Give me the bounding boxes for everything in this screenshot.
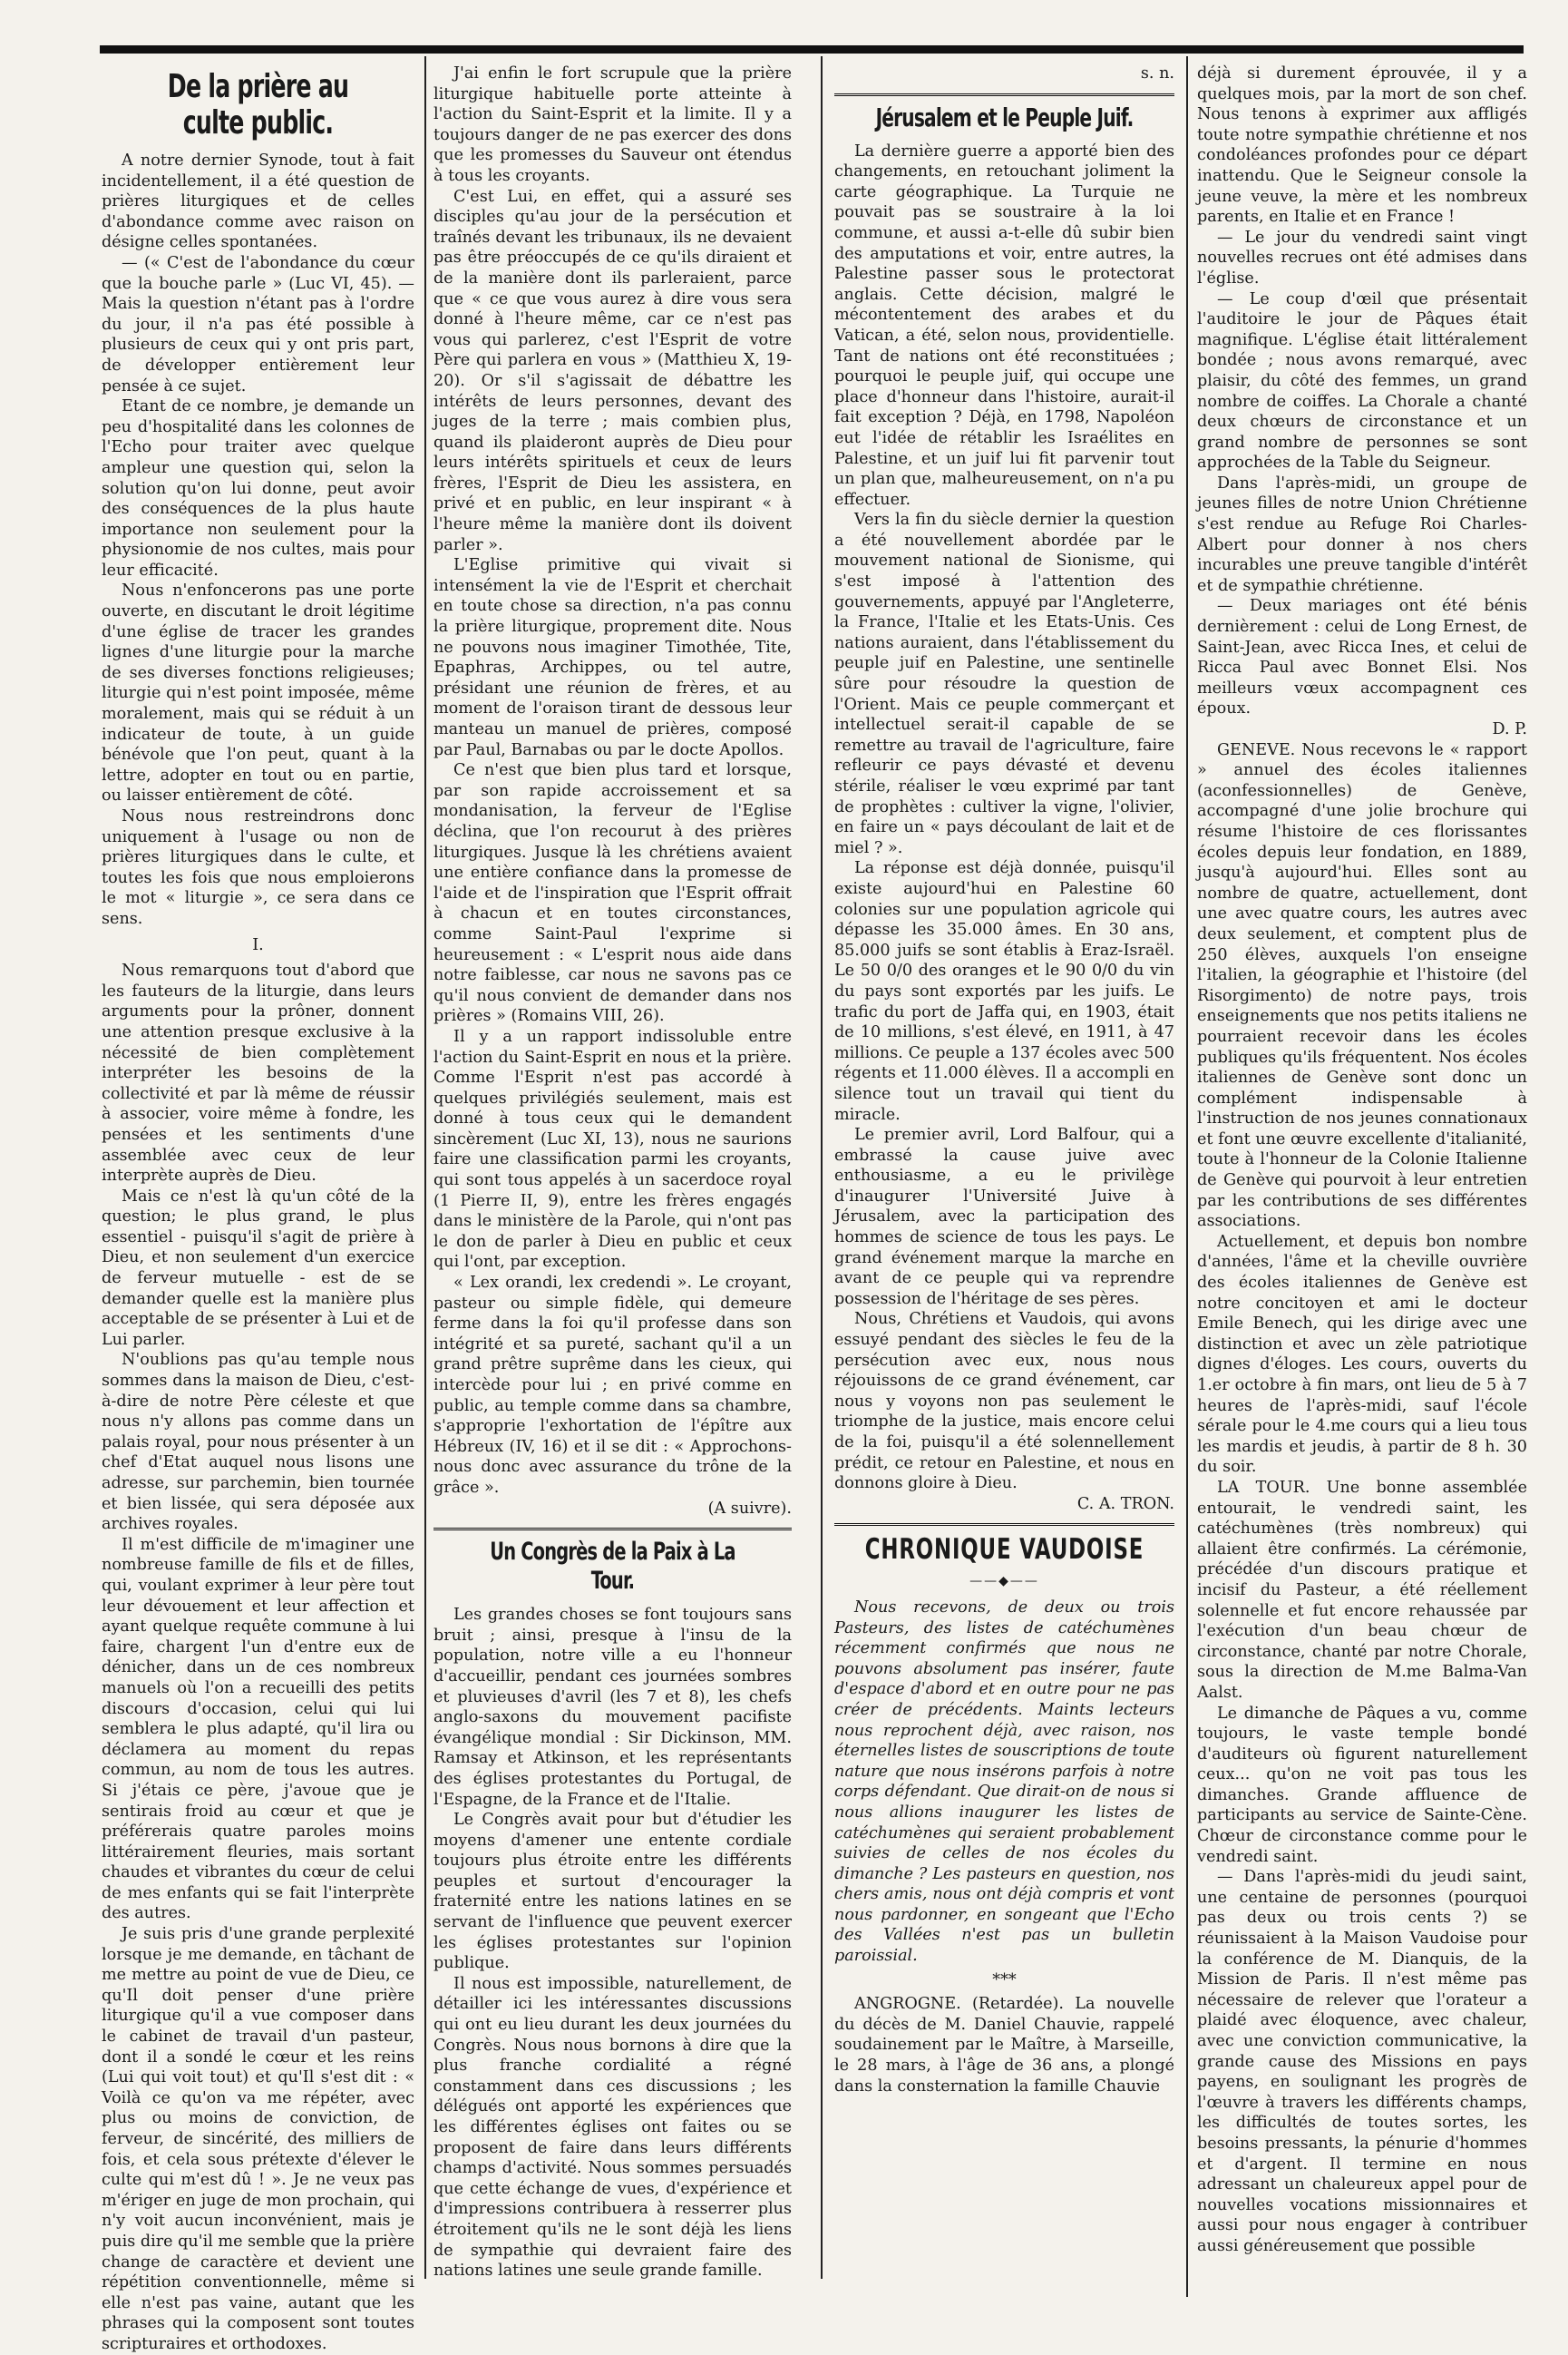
paragraph: Nous remarquons tout d'abord que les fauteurs de la liturgie, dans leurs arguments pour la prôner, donnent une attention presque exclusive à la nécessité de bien complètement interpréter les besoins de la collectivité et par là même de réussir à associer, voire même à fondre, les pensées et les sentiments d'une assemblée avec ceux de leur interprète auprès de Dieu. [102,962,414,1186]
article-signature: C. A. TRON. [1076,1494,1174,1513]
column-2 [433,64,792,2295]
paragraph: La dernière guerre a apporté bien des changements, en retouchant joliment la carte géographique. La Turquie ne pouvait pas se soustraire à la loi commune, et aussi a-t-elle dû subir bien des amputations et voir, entre autres, la Palestine passer sous le protectorat anglais. Cette décision, malgré le mécontentement des arabes et du Vatican, a été, selon nous, providentielle. Tant de nations ont été reconstituées ; pourquoi le peuple juif, qui occupe une place d'honneur dans l'histoire, aurait-il fait exception ? Déjà, en 1798, Napoléon eut l'idée de rétablir les Israélites en Palestine, et un juif lui fit parvenir tout un plan que, malheureusement, on n'a pu effectuer. [834,142,1174,509]
article-title-congres: Un Congrès de la Paix à La Tour. [490,1538,735,1596]
paragraph: Ce n'est que bien plus tard et lorsque, par son rapide accroissement et sa mondanisation, la ferveur de l'Eglise déclina, que l'on recourut à des prières liturgiques. Jusque là les chrétiens avaient une entière confiance dans la promesse de l'aide et de l'inspiration que l'Esprit offrait à chacun et en toutes circonstances, comme Saint-Paul l'exprime si heureusement : « L'esprit nous aide dans notre faiblesse, car nous ne savons pas ce qu'il nous convient de demander dans nos prières » (Romains VIII, 26). [433,761,792,1026]
paragraph: — (« C'est de l'abondance du cœur que la bouche parle » (Luc VI, 45). — Mais la question n'étant pas à l'ordre du jour, il n'a pas été possible à plusieurs de ceux qui y ont pris part, de développer entièrement leur pensée à ce sujet. [102,253,414,396]
editorial-note: Nous recevons, de deux ou trois Pasteurs, des listes de catéchumènes récemment confirmés que nous ne pouvons absolument pas insérer, faute d'espace d'abord et en outre pour ne pas créer de précédents. Maints lecteurs nous reprochent déjà, avec raison, nos éternelles listes de souscriptions de toute nature que nous insérons parfois à notre corps défendant. Que dirait-on de nous si nous allions inaugurer les listes de catéchumènes qui seraient probablement suivies de celles de nos écoles du dimanche ? Les pasteurs en question, nos chers amis, nous ont déjà compris et vont nous pardonner, en songeant que l'Echo des Vallées n'est pas un bulletin paroissial. [834,1598,1174,1966]
paragraph: Les grandes choses se font toujours sans bruit ; ainsi, presque à l'insu de la population, notre ville a eu l'honneur d'accueillir, pendant ces journées sombres et pluvieuses d'avril (les 7 et 8), les chefs anglo-saxons du mouvement pacifiste évangélique mondial : Sir Dickinson, MM. Ramsay et Atkinson, et les représentants des églises protestantes du Portugal, de l'Espagne, de la France et de l'Italie. [433,1606,792,1809]
paragraph: Le dimanche de Pâques a vu, comme toujours, le vaste temple bondé d'auditeurs où figurent naturellement ceux... qu'on ne voit pas tous les dimanches. Grande affluence de participants au service de Sainte-Cène. Chœur de circonstance comme pour le vendredi saint. [1197,1704,1527,1866]
paragraph: Vers la fin du siècle dernier la question a été nouvellement abordée par le mouvement national de Sionisme, qui s'est imposé à l'attention des gouvernements, appuyé par l'Angleterre, la France, l'Italie et les Etats-Unis. Ces nations auraient, dans l'établissement du peuple juif en Palestine, une sentinelle sûre pour résoudre la question de l'Orient. Mais ce peuple commerçant et intellectuel serait-il capable de se remettre au travail de l'agriculture, faire refleurir ce pays dévasté et devenu stérile, réaliser le vœu exprimé par tant de prophètes : cultiver la vigne, l'olivier, en faire un « pays découlant de lait et de miel ? ». [834,511,1174,857]
column-rule [821,56,823,2279]
column-1 [102,64,414,2353]
paragraph: Nous n'enfoncerons pas une porte ouverte, en discutant le droit légitime d'une église de tracer les grandes lignes d'une liturgie pour la marche de ses diverses fonctions religieuses; liturgie qui n'est point imposée, même moralement, mais qui se réduit à un indicateur de toute, à un guide bénévole que l'on peut, quant à la lettre, adopter en tout ou en partie, ou laisser entièrement de côté. [102,581,414,806]
paragraph: « Lex orandi, lex credendi ». Le croyant, pasteur ou simple fidèle, qui demeure ferme dans la foi qu'il professe dans son intégrité et sa pureté, sachant qu'il a un grand prêtre suprême dans les cieux, qui intercède pour lui ; en privé comme en public, au temple comme dans sa chambre, s'approprie l'exhortation de l'épître aux Hébreux (IV, 16) et il se dit : « Approchons-nous donc avec assurance du trône de la grâce ». [433,1274,792,1497]
paragraph: La réponse est déjà donnée, puisqu'il existe aujourd'hui en Palestine 60 colonies sur une population agricole qui dépasse les 35.000 âmes. En 30 ans, 85.000 juifs se sont établis à Eraz-Israël. Le 50 0/0 des oranges et le 90 0/0 du vin du pays sont exportés par les juifs. Le trafic du port de Jaffa qui, en 1903, était de 10 millions, s'est élevé, en 1911, à 47 millions. Ce peuple a 137 écoles avec 500 régents et 11.000 élèves. Il a accompli en silence tout un travail qui tient du miracle. [834,859,1174,1124]
section-title-chronique: CHRONIQUE VAUDOISE [864,1533,1144,1567]
paragraph: — Deux mariages ont été bénis dernièrement : celui de Long Ernest, de Saint-Jean, avec Ricca Ines, et celui de Ricca Paul avec Bonnet Elsi. Nos meilleurs vœux accompagnent ces époux. [1197,597,1527,718]
paragraph: Dans l'après-midi, un groupe de jeunes filles de notre Union Chrétienne s'est rendue au Refuge Roi Charles-Albert pour donner à nos chers incurables une preuve tangible d'intérêt et de sympathie chrétienne. [1197,474,1527,595]
paragraph: A notre dernier Synode, tout à fait incidentellement, il a été question de prières liturgiques et de celles d'abondance comme avec raison on désigne celles spontanées. [102,151,414,252]
paragraph: déjà si durement éprouvée, il y a quelques mois, par la mort de son chef. Nous tenons à exprimer aux affligés toute notre sympathie chrétienne et nos condoléances profondes pour ce départ inattendu. Que le Seigneur console la jeune veuve, la mère et les nombreux parents, en Italie et en France ! [1197,64,1527,227]
article-title-priere: De la prière au culte public. [167,68,349,142]
paragraph: LA TOUR. Une bonne assemblée entourait, le vendredi saint, les catéchumènes (très nombreux) qui allaient être confirmés. La cérémonie, précédée d'un discours pratique et incisif du Pasteur, a été réellement solennelle et fut encore rehaussée par l'exécution d'un beau chœur de circonstance, chanté par notre Chorale, sous la direction de M.me Balma-Van Aalst. [1197,1478,1527,1702]
article-title-jerusalem: Jérusalem et le Peuple Juif. [875,102,1134,132]
ornament-icon: ——◆—— [969,1574,1039,1589]
paragraph: Je suis pris d'une grande perplexité lorsque je me demande, en tâchant de me mettre au point de vue de Dieu, ce qu'Il doit penser d'une prière liturgique qu'il a vue composer dans le cabinet de travail d'un pasteur, dont il a sondé le cœur et les reins (Lui qui voit tout) et qu'Il s'est dit : « Voilà ce qu'on va me répéter, avec plus ou moins de conviction, de ferveur, de sincérité, des milliers de fois, et cela sous prétexte d'élever le culte qui m'est dû ! ». Je ne veux pas m'ériger en juge de mon prochain, qui n'y voit aucun inconvénient, mais je puis dire qu'il me semble que la prière change de caractère et devient une répétition conventionnelle, même si elle n'est pas vaine, autant que les phrases qui la composent sont toutes scripturaires et orthodoxes. [102,1925,414,2353]
paragraph: Il nous est impossible, naturellement, de détailler ici les intéressantes discussions qui ont eu lieu durant les deux journées du Congrès. Nous nous bornons à dire que la plus franche cordialité a régné constamment dans ces discussions ; les délégués ont apporté les expériences que les différentes églises ont faites ou se proposent de faire dans leurs différents champs d'activité. Nous sommes persuadés que cette échange de vues, d'expérience et d'impressions contribuera à resserrer plus étroitement qu'ils ne le sont déjà les liens de sympathie qui devraient faire des nations latines une seule grande famille. [433,1974,792,2281]
paragraph: J'ai enfin le fort scrupule que la prière liturgique habituelle porte atteinte à l'action du Saint-Esprit et la limite. Il y a toujours danger de ne pas exercer des dons que les promesses du Sauveur ont étendus à tous les croyants. [433,64,792,185]
paragraph: Etant de ce nombre, je demande un peu d'hospitalité dans les colonnes de l'Echo pour traiter avec quelque ampleur une question qui, selon la solution qu'on lui donne, peut avoir des conséquences de la plus haute importance non seulement pour la physionomie de nos cultes, mais pour leur efficacité. [102,397,414,580]
column-4 [1197,64,1527,2295]
paragraph: — Le coup d'œil que présentait l'auditoire le jour de Pâques était magnifique. L'église était littéralement bondée ; nous avons remarqué, avec plaisir, du côté des femmes, un grand nombre de coiffes. La Chorale a chanté deux chœurs de circonstance et un grand nombre de personnes se sont approchées de la Table du Seigneur. [1197,289,1527,473]
paragraph: Le premier avril, Lord Balfour, qui a embrassé la cause juive avec enthousiasme, a eu le privilège d'inaugurer l'Université Juive à Jérusalem, avec la participation des hommes de science de tous les pays. Le grand événement marque la marche en avant de ce peuple qui va reprendre possession de l'héritage de ses pères. [834,1126,1174,1308]
paragraph: Il m'est difficile de m'imaginer une nombreuse famille de fils et de filles, qui, voulant exprimer à leur père tout leur dévouement et leur affection et ayant quelque requête commune à lui faire, chargent l'un d'entre eux de dénicher, dans un de ces nombreux manuels où l'on a recueilli des petits discours d'occasion, celui qui lui semblera le plus adapté, qu'il lira ou déclamera au moment du repas commun, au nom de tous les autres. Si j'étais ce père, j'avoue que je sentirais froid au cœur et que je préférerais quatre paroles moins littérairement fleuries, mais sortant chaudes et vibrantes du cœur de celui de mes enfants qui se fait l'interprète des autres. [102,1535,414,1923]
paragraph: Nous, Chrétiens et Vaudois, qui avons essuyé pendant des siècles le feu de la persécution avec eux, nous nous réjouissons de ce grand événement, car nous y voyons non pas seulement le triomphe de la justice, mais encore celui de la foi, puisqu'il a été solennellement prédit, ce retour en Palestine, et nous en donnons gloire à Dieu. [834,1310,1174,1493]
article-separator [834,1523,1174,1526]
paragraph: — Dans l'après-midi du jeudi saint, une centaine de personnes (pourquoi pas deux ou trois cents ?) se réunissaient à la Maison Vaudoise pour la conférence de M. Dianquis, de la Mission de Paris. Il n'est même pas nécessaire de relever que l'orateur a plaidé avec éloquence, avec chaleur, avec une conviction communicative, la grande cause des Missions en pays payens, en soulignant les progrès de l'œuvre à travers les différents champs, les difficultés de toutes sortes, les besoins pressants, la pénurie d'hommes et d'argent. Il termine en nous adressant un chaleureux appel pour de nouvelles vocations missionnaires et aussi pour nous engager à contribuer aussi généreusement que possible [1197,1868,1527,2255]
article-separator [834,93,1174,96]
paragraph: Mais ce n'est là qu'un côté de la question; le plus grand, le plus essentiel - puisqu'il s'agit de prière à Dieu, et non seulement d'un exercice de ferveur mutuelle - est de se demander quelle est la manière plus acceptable de se présenter à Lui et de Lui parler. [102,1187,414,1349]
paragraph: Le Congrès avait pour but d'étudier les moyens d'amener une entente cordiale toujours plus étroite entre les différents peuples et surtout d'encourager la fraternité entre les nations latines en se servant de l'influence que peuvent exercer les églises protestantes sur l'opinion publique. [433,1811,792,1973]
column-3 [834,64,1174,2295]
top-rule [100,45,1524,54]
paragraph: ANGROGNE. (Retardée). La nouvelle du décès de M. Daniel Chauvie, rappelé soudainement par le Maître, à Marseille, le 28 mars, à l'âge de 36 ans, a plongé dans la consternation la famille Chauvie [834,1995,1174,2096]
paragraph: GENEVE. Nous recevons le « rapport » annuel des écoles italiennes (aconfessionnelles) de Genève, accompagné d'une jolie brochure qui résume l'histoire de ces florissantes écoles depuis leur fondation, en 1889, jusqu'à aujourd'hui. Elles sont au nombre de quatre, actuellement, dont une avec quatre cours, les autres avec deux seulement, et comptent plus de 250 élèves, auxquels l'on enseigne l'italien, la géographie et l'histoire (del Risorgimento) de notre pays, trois enseignements que nos petits italiens ne pourraient recevoir dans les écoles publiques qu'ils fréquentent. Nos écoles italiennes de Genève sont donc un complément indispensable à l'instruction de nos jeunes connationaux et font une œuvre excellente d'italianité, toute à l'honneur de la Colonie Italienne de Genève qui pourvoit à leur entretien par les contributions de ses différentes associations. [1197,740,1527,1231]
paragraph: L'Eglise primitive qui vivait si intensément la vie de l'Esprit et cherchait en toute chose sa direction, n'a pas connu la prière liturgique, proprement dite. Nous ne pouvons nous imaginer Timothée, Tite, Epaphras, Archippes, ou tel autre, présidant une réunion de frères, et au moment de l'oraison tirant de dessous leur manteau un manuel de prières, composé par Paul, Barnabas ou par le docte Apollos. [433,556,792,759]
paragraph: — Le jour du vendredi saint vingt nouvelles recrues ont été admises dans l'église. [1197,228,1527,288]
article-separator [433,1528,792,1530]
article-signature: (A suivre). [707,1499,792,1518]
paragraph: Nous nous restreindrons donc uniquement à l'usage ou non de prières liturgiques dans le culte, et toutes les fois que nous emploierons le mot « liturgie », ce sera dans ce sens. [102,807,414,928]
paragraph: C'est Lui, en effet, qui a assuré ses disciples qu'au jour de la persécution et traînés devant les tribunaux, ils ne devaient pas être préoccupés de ce qu'ils diraient et de la manière dont ils parleraient, parce que « ce que vous aurez à dire vous sera donné à l'heure même, car ce n'est pas vous qui parlerez, c'est l'Esprit de votre Père qui parlera en vous » (Matthieu X, 19-20). Or s'il s'agissait de débattre les intérêts de leurs personnes, devant des juges de la terre ; mais combien plus, quand ils plaideront auprès de Dieu pour leurs intérêts spirituels et ceux de leurs frères, l'Esprit de Dieu les assistera, en privé et en public, en leur inspirant « à l'heure même la manière dont ils doivent parler ». [433,187,792,554]
article-signature: s. n. [1140,64,1174,83]
paragraph: N'oublions pas qu'au temple nous sommes dans la maison de Dieu, c'est-à-dire de notre Père céleste et que nous n'y allons pas comme dans un palais royal, pour nous présenter à un chef d'Etat auquel nous lisons une adresse, sur parchemin, bien tournée et bien lissée, qui sera déposée aux archives royales. [102,1351,414,1534]
section-number: I. [252,935,264,954]
column-rule [1186,56,1188,2297]
paragraph: Actuellement, et depuis bon nombre d'années, l'âme et la cheville ouvrière des écoles italiennes de Genève est notre concitoyen et ami le docteur Emile Benech, qui les dirige avec une distinction et avec un zèle patriotique dignes d'éloges. Les cours, ouverts du 1.er octobre à fin mars, ont lieu de 5 à 7 heures de l'après-midi, sauf l'école sérale pour le 4.me cours qui a lieu tous les mardis et jeudis, à partir de 8 h. 30 du soir. [1197,1232,1527,1477]
column-rule [424,56,426,2279]
asterism: *** [992,1970,1017,1989]
article-signature: D. P. [1492,720,1527,738]
paragraph: Il y a un rapport indissoluble entre l'action du Saint-Esprit en nous et la prière. Comme l'Esprit n'est pas accordé à quelques privilégiés seulement, mais est donné à tous ceux qui le demandent sincèrement (Luc XI, 13), nous ne saurions faire une classification parmi les croyants, qui sont tous appelés à un sacerdoce royal (1 Pierre II, 9), entre les frères engagés dans le ministère de la Parole, qui n'ont pas le don de parler à Dieu en public et ceux qui l'ont, par exception. [433,1027,792,1272]
